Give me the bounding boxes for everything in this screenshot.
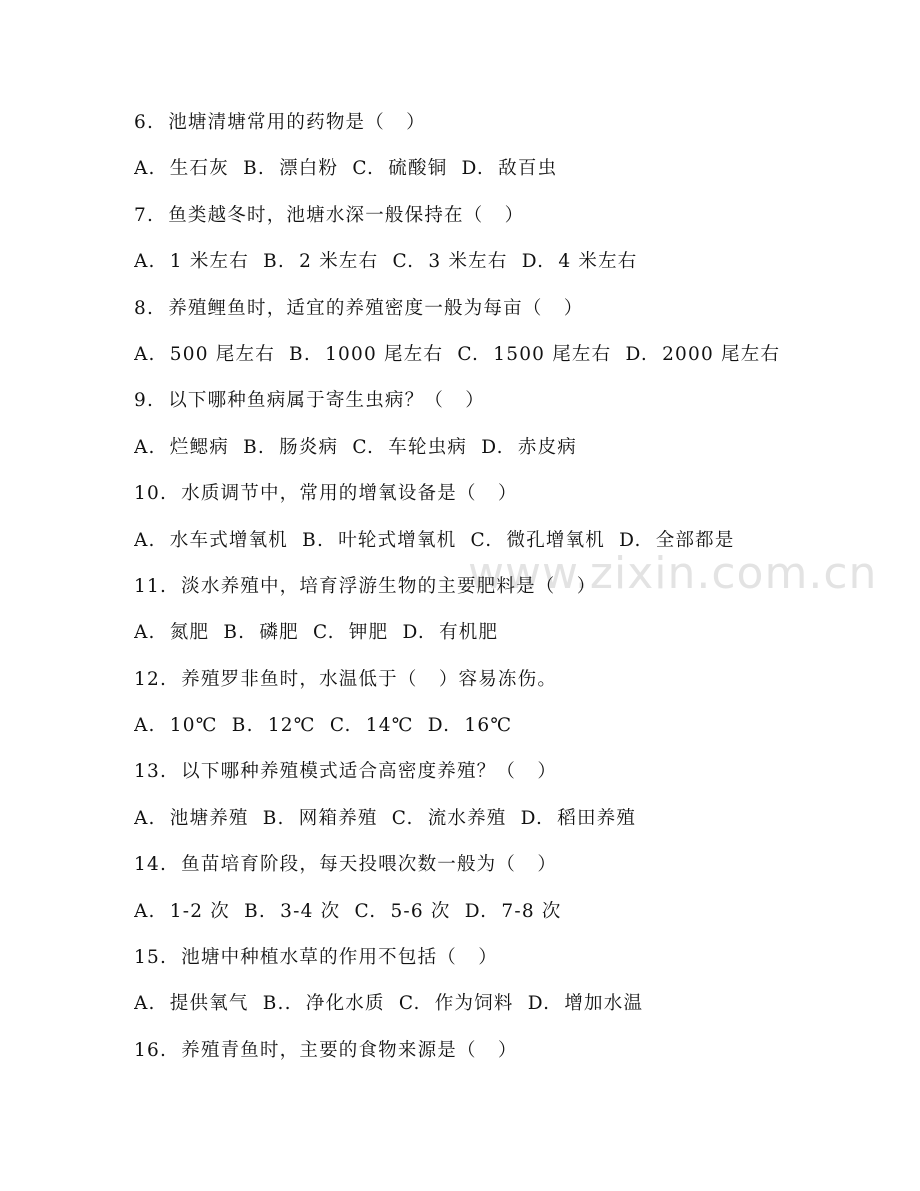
question-15: 15. 池塘中种植水草的作用不包括（ ） bbox=[134, 947, 498, 969]
question-list bbox=[134, 108, 894, 1082]
question-9: 9. 以下哪种鱼病属于寄生虫病？（ ） bbox=[134, 390, 485, 412]
question-7-options: A. 1 米左右 B. 2 米左右 C. 3 米左右 D. 4 米左右 bbox=[134, 251, 638, 273]
question-11: 11. 淡水养殖中，培育浮游生物的主要肥料是（ ） bbox=[134, 575, 597, 597]
question-16: 16. 养殖青鱼时，主要的食物来源是（ ） bbox=[134, 1039, 518, 1061]
question-15-options: A. 提供氧气 B.. 净化水质 C. 作为饲料 D. 增加水温 bbox=[134, 993, 644, 1015]
question-7: 7. 鱼类越冬时，池塘水深一般保持在（ ） bbox=[134, 204, 525, 226]
question-13: 13. 以下哪种养殖模式适合高密度养殖？（ ） bbox=[134, 761, 558, 783]
question-10-options: A. 水车式增氧机 B. 叶轮式增氧机 C. 微孔增氧机 D. 全部都是 bbox=[134, 529, 735, 551]
question-10: 10. 水质调节中，常用的增氧设备是（ ） bbox=[134, 483, 518, 505]
question-6: 6. 池塘清塘常用的药物是（ ） bbox=[134, 112, 426, 133]
question-6-options: A. 生石灰 B. 漂白粉 C. 硫酸铜 D. 敌百虫 bbox=[134, 158, 558, 180]
question-14-options: A. 1-2 次 B. 3-4 次 C. 5-6 次 D. 7-8 次 bbox=[134, 900, 562, 922]
question-14: 14. 鱼苗培育阶段，每天投喂次数一般为（ ） bbox=[134, 854, 558, 876]
question-9-options: A. 烂鳃病 B. 肠炎病 C. 车轮虫病 D. 赤皮病 bbox=[134, 436, 577, 458]
question-11-options: A. 氮肥 B. 磷肥 C. 钾肥 D. 有机肥 bbox=[134, 622, 499, 644]
question-8-options: A. 500 尾左右 B. 1000 尾左右 C. 1500 尾左右 D. 2000 尾左右 bbox=[134, 343, 781, 365]
question-13-options: A. 池塘养殖 B. 网箱养殖 C. 流水养殖 D. 稻田养殖 bbox=[134, 807, 637, 829]
question-12-options: A. 10℃ B. 12℃ C. 14℃ D. 16℃ bbox=[134, 715, 513, 737]
watermark: www.zixin.com.cn bbox=[468, 548, 878, 599]
question-12: 12. 养殖罗非鱼时，水温低于（ ）容易冻伤。 bbox=[134, 668, 558, 690]
question-8: 8. 养殖鲤鱼时，适宜的养殖密度一般为每亩（ ） bbox=[134, 297, 584, 319]
